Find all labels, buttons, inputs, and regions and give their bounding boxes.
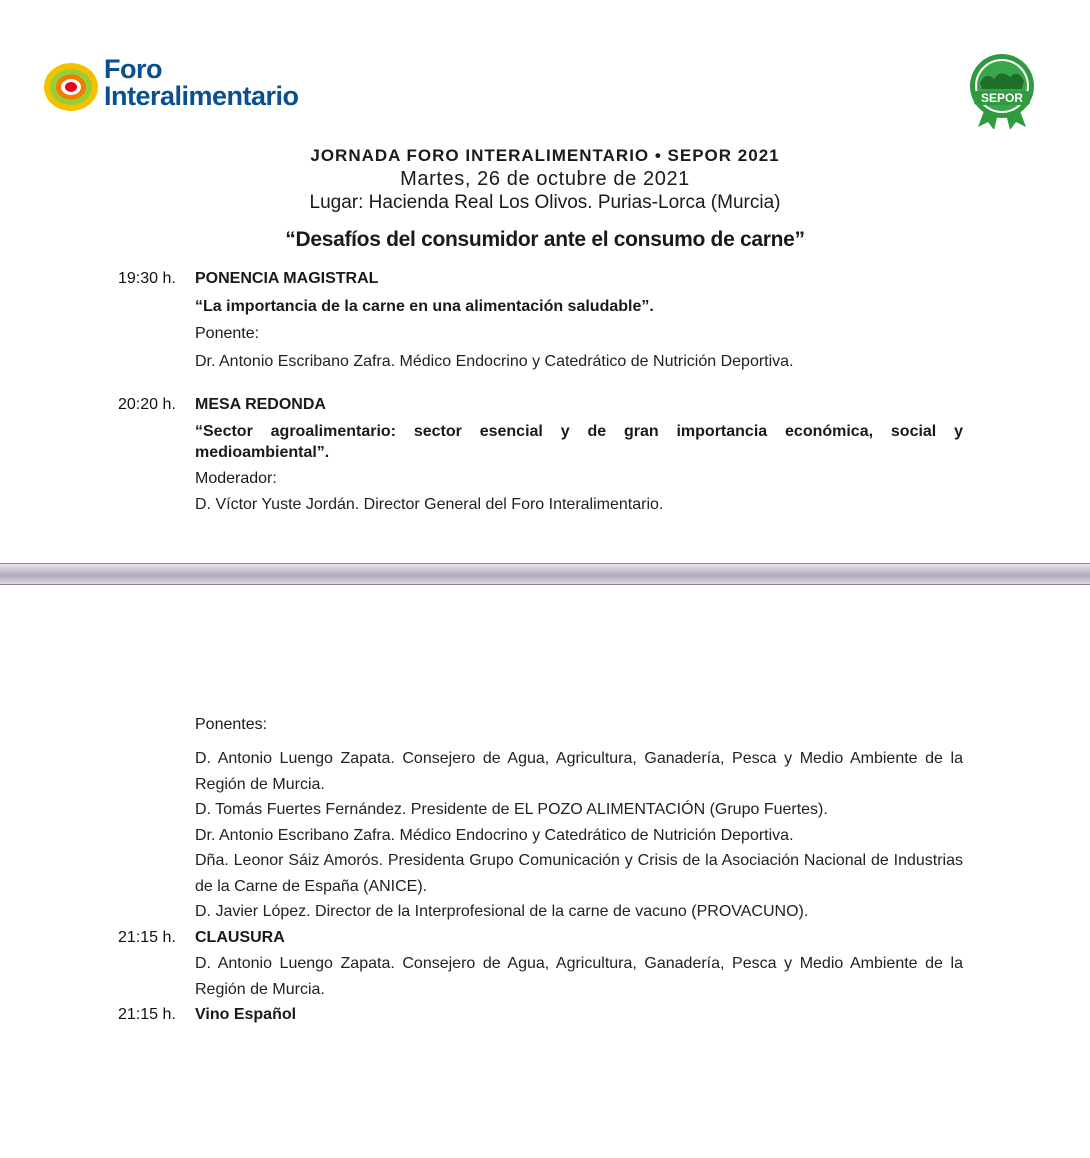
session2-label: MESA REDONDA xyxy=(195,396,326,413)
foro-logo-line1: Foro xyxy=(104,54,162,84)
session1-role: Ponente: xyxy=(195,325,260,342)
foro-interalimentario-logo xyxy=(42,56,372,120)
session1-talk: “La importancia de la carne en una alimentación saludable”. xyxy=(195,298,654,315)
event-title: JORNADA FORO INTERALIMENTARIO • SEPOR 2021 xyxy=(310,146,780,165)
sepor-logo xyxy=(966,53,1038,129)
wine-time: 21:15 h. xyxy=(118,1006,176,1023)
panel-speakers-list xyxy=(195,746,963,925)
panel-speaker: Dña. Leonor Sáiz Amorós. Presidenta Grupo Comunicación y Crisis de la Asociación Nacional de Industrias de la Carne de España (ANICE). xyxy=(195,852,963,895)
foro-logo-text xyxy=(104,56,299,110)
panel-role: Ponentes: xyxy=(195,716,268,733)
session1-time: 19:30 h. xyxy=(118,270,176,287)
closing-label: CLAUSURA xyxy=(195,929,285,946)
wine-label: Vino Español xyxy=(195,1006,297,1023)
closing-block xyxy=(195,925,963,1002)
session1-block xyxy=(195,266,963,375)
event-date: Martes, 26 de octubre de 2021 xyxy=(400,168,690,190)
panel-speaker: D. Antonio Luengo Zapata. Consejero de Agua, Agricultura, Ganadería, Pesca y Medio Ambiente de la Región de Murcia. xyxy=(195,750,963,793)
session1-person: Dr. Antonio Escribano Zafra. Médico Endocrino y Catedrático de Nutrición Deportiva. xyxy=(195,353,794,370)
closing-person: D. Antonio Luengo Zapata. Consejero de Agua, Agricultura, Ganadería, Pesca y Medio Ambiente de la Región de Murcia. xyxy=(195,955,963,998)
session2-person: D. Víctor Yuste Jordán. Director General del Foro Interalimentario. xyxy=(195,496,664,513)
event-theme: “Desafíos del consumidor ante el consumo de carne” xyxy=(285,228,805,251)
session2-role: Moderador: xyxy=(195,470,277,487)
session2-time: 20:20 h. xyxy=(118,396,176,413)
page-divider-bottom-line xyxy=(0,584,1090,585)
foro-logo-line2: Interalimentario xyxy=(104,81,299,111)
session1-label: PONENCIA MAGISTRAL xyxy=(195,270,379,287)
foro-target-icon xyxy=(42,58,100,114)
page-divider xyxy=(0,564,1090,584)
session2-block xyxy=(195,392,963,518)
panel-speaker: D. Javier López. Director de la Interprofesional de la carne de vacuno (PROVACUNO). xyxy=(195,903,809,920)
panel-speaker: D. Tomás Fuertes Fernández. Presidente de EL POZO ALIMENTACIÓN (Grupo Fuertes). xyxy=(195,801,828,818)
sepor-logo-text: SEPOR xyxy=(980,91,1023,105)
event-place: Lugar: Hacienda Real Los Olivos. Purias-Lorca (Murcia) xyxy=(309,192,781,213)
closing-time: 21:15 h. xyxy=(118,929,176,946)
session2-talk: “Sector agroalimentario: sector esencial y de gran importancia económica, social y medioambiental”. xyxy=(195,423,963,461)
panel-speaker: Dr. Antonio Escribano Zafra. Médico Endocrino y Catedrático de Nutrición Deportiva. xyxy=(195,826,794,844)
